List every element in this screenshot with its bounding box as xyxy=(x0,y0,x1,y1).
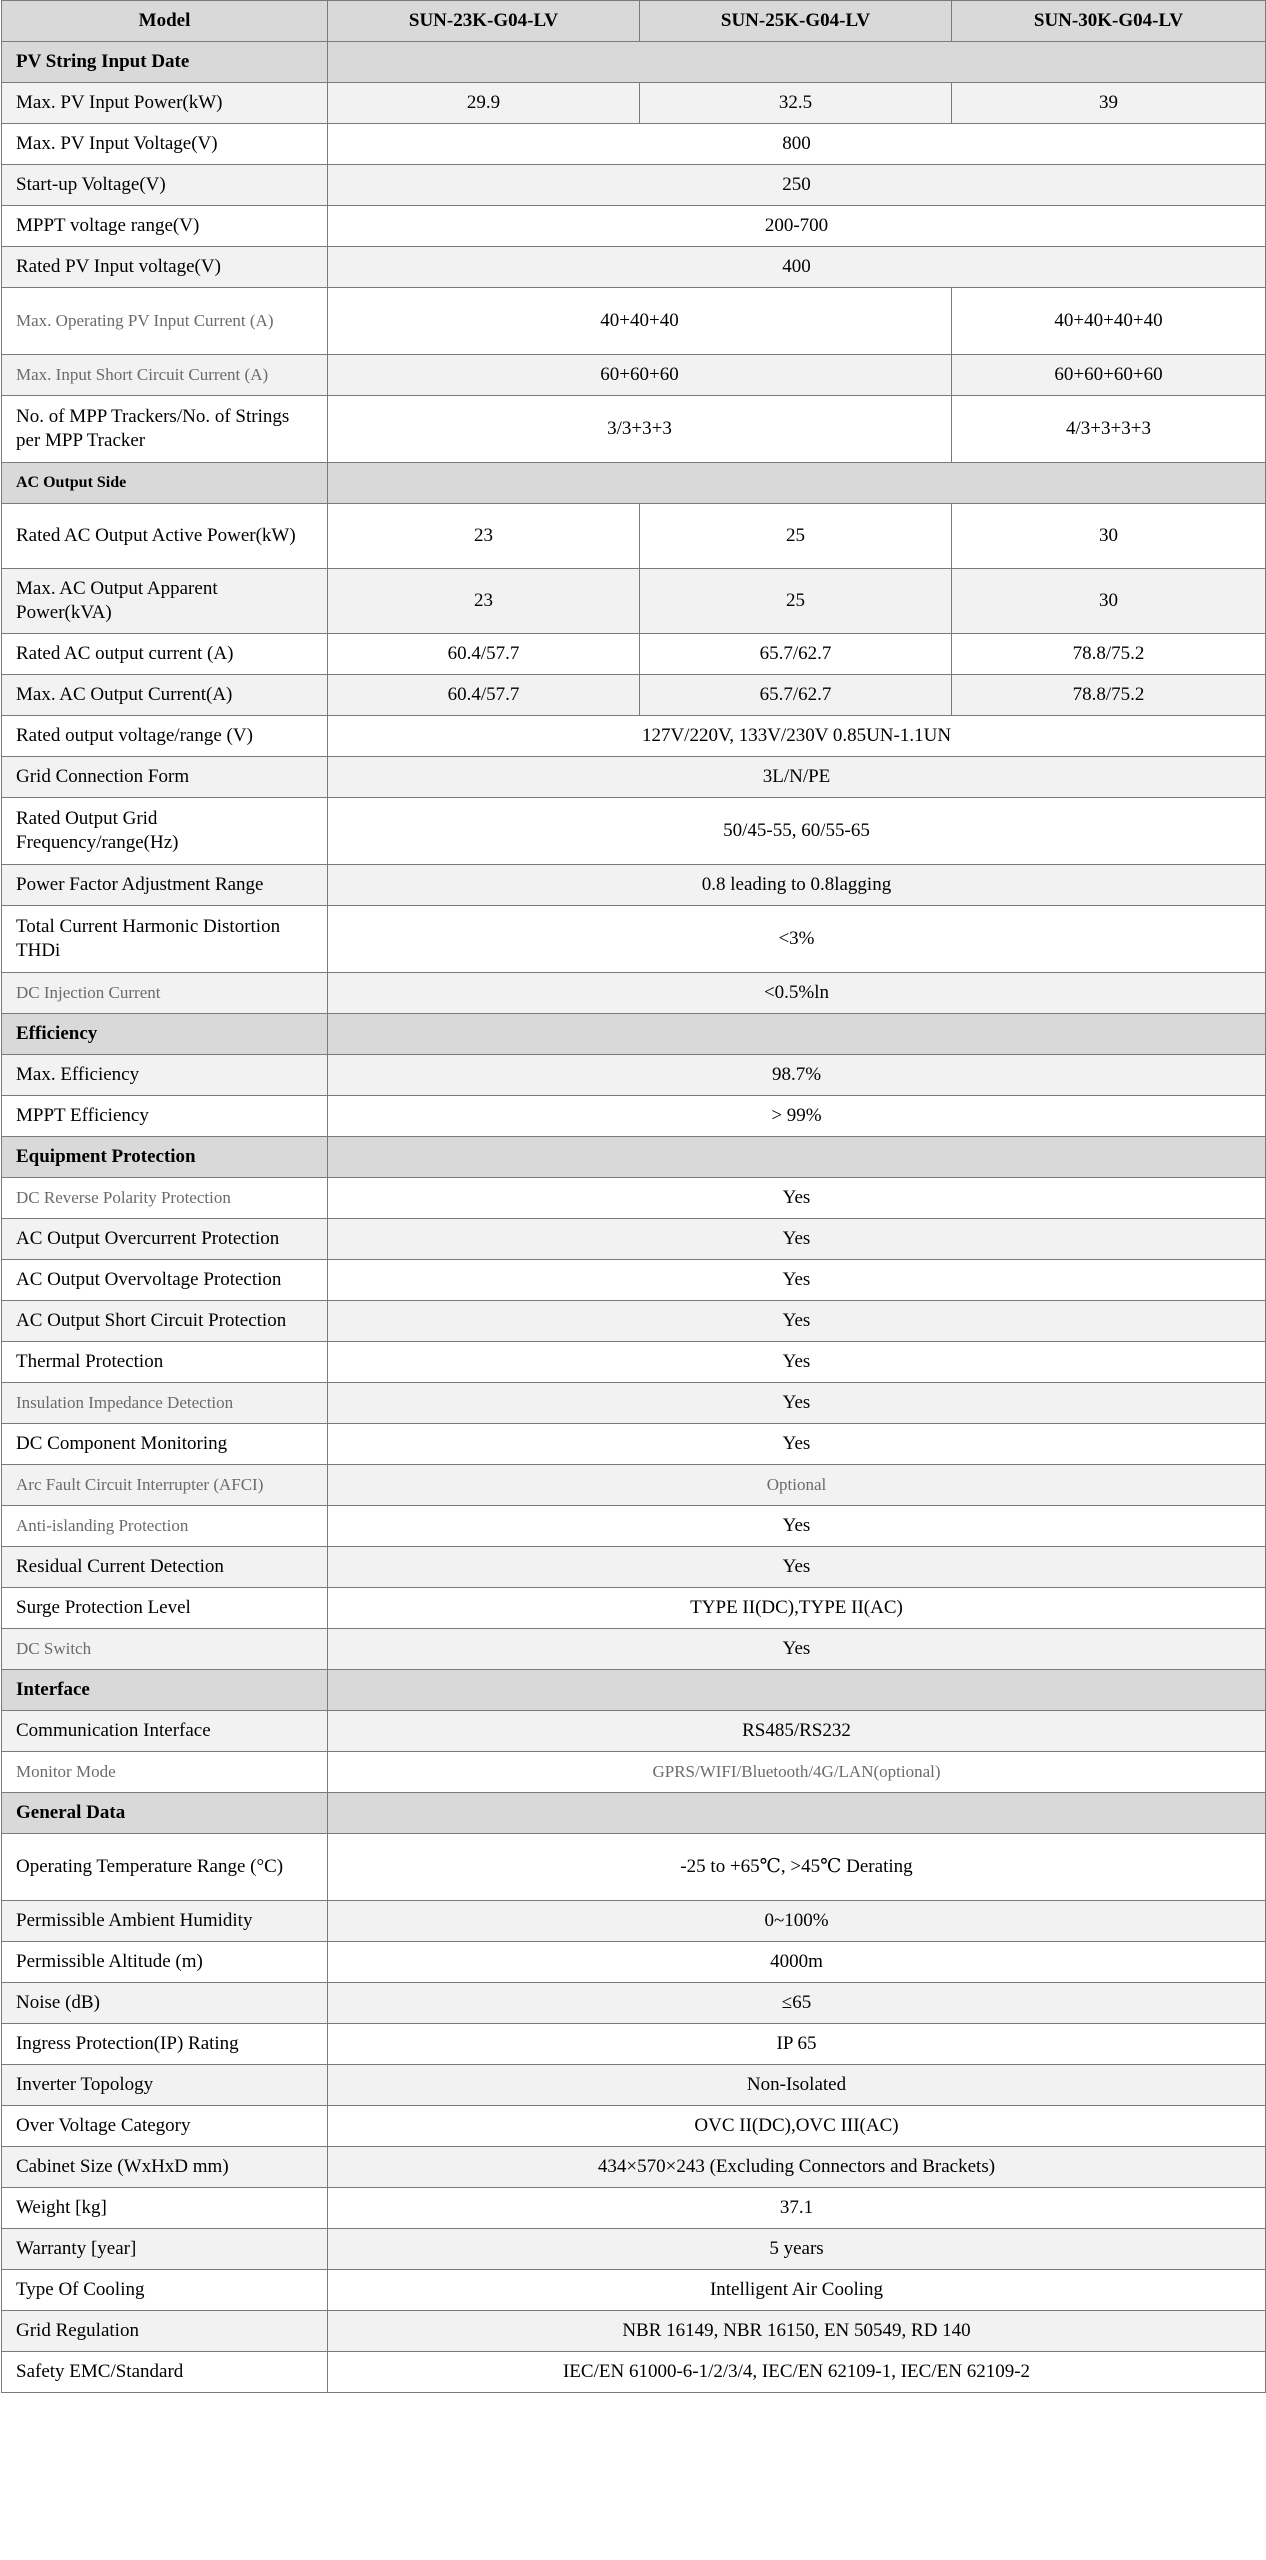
section-ac xyxy=(2,463,1266,504)
row-label: Rated PV Input voltage(V) xyxy=(2,247,328,288)
table-row xyxy=(2,2311,1266,2352)
cell-value: 60.4/57.7 xyxy=(328,675,640,716)
cell-value: 3L/N/PE xyxy=(328,757,1266,798)
cell-value: Yes xyxy=(328,1383,1266,1424)
row-label: Insulation Impedance Detection xyxy=(2,1383,328,1424)
row-label: DC Injection Current xyxy=(2,973,328,1014)
model-col-2: SUN-25K-G04-LV xyxy=(640,1,952,42)
table-row xyxy=(2,1547,1266,1588)
table-row xyxy=(2,1178,1266,1219)
section-title: Efficiency xyxy=(2,1014,328,1055)
cell-value: <0.5%ln xyxy=(328,973,1266,1014)
row-label: Total Current Harmonic Distortion THDi xyxy=(2,906,328,973)
table-row xyxy=(2,1506,1266,1547)
table-row xyxy=(2,2188,1266,2229)
model-header: Model xyxy=(2,1,328,42)
cell-value: 23 xyxy=(328,569,640,634)
cell-value: IP 65 xyxy=(328,2024,1266,2065)
row-label: Residual Current Detection xyxy=(2,1547,328,1588)
table-row xyxy=(2,1301,1266,1342)
cell-value: > 99% xyxy=(328,1096,1266,1137)
row-label: Safety EMC/Standard xyxy=(2,2352,328,2393)
cell-value: TYPE II(DC),TYPE II(AC) xyxy=(328,1588,1266,1629)
table-row xyxy=(2,2270,1266,2311)
section-general xyxy=(2,1793,1266,1834)
section-title: Interface xyxy=(2,1670,328,1711)
cell-value: 32.5 xyxy=(640,83,952,124)
cell-value: Yes xyxy=(328,1342,1266,1383)
cell-value: 30 xyxy=(952,504,1266,569)
cell-value: IEC/EN 61000-6-1/2/3/4, IEC/EN 62109-1, IEC/EN 62109-2 xyxy=(328,2352,1266,2393)
cell-value: 434×570×243 (Excluding Connectors and Brackets) xyxy=(328,2147,1266,2188)
cell-value: -25 to +65℃, >45℃ Derating xyxy=(328,1834,1266,1901)
cell-value: Yes xyxy=(328,1219,1266,1260)
row-label: Max. Efficiency xyxy=(2,1055,328,1096)
section-pv xyxy=(2,42,1266,83)
header-row xyxy=(2,1,1266,42)
model-col-3: SUN-30K-G04-LV xyxy=(952,1,1266,42)
row-label: Anti-islanding Protection xyxy=(2,1506,328,1547)
table-row xyxy=(2,1983,1266,2024)
table-row xyxy=(2,504,1266,569)
cell-value: Yes xyxy=(328,1629,1266,1670)
section-title: Equipment Protection xyxy=(2,1137,328,1178)
row-label: AC Output Short Circuit Protection xyxy=(2,1301,328,1342)
cell-value: 3/3+3+3 xyxy=(328,396,952,463)
row-label: Communication Interface xyxy=(2,1711,328,1752)
table-row xyxy=(2,1342,1266,1383)
table-row xyxy=(2,1834,1266,1901)
cell-value: 29.9 xyxy=(328,83,640,124)
row-label: Power Factor Adjustment Range xyxy=(2,865,328,906)
row-label: Start-up Voltage(V) xyxy=(2,165,328,206)
cell-value: Yes xyxy=(328,1424,1266,1465)
cell-value: Non-Isolated xyxy=(328,2065,1266,2106)
cell-value: OVC II(DC),OVC III(AC) xyxy=(328,2106,1266,2147)
cell-value: 60+60+60 xyxy=(328,355,952,396)
row-label: Rated Output Grid Frequency/range(Hz) xyxy=(2,798,328,865)
row-label: Type Of Cooling xyxy=(2,2270,328,2311)
cell-value: 60+60+60+60 xyxy=(952,355,1266,396)
table-row xyxy=(2,2352,1266,2393)
cell-value: 37.1 xyxy=(328,2188,1266,2229)
cell-value: 0.8 leading to 0.8lagging xyxy=(328,865,1266,906)
cell-value: RS485/RS232 xyxy=(328,1711,1266,1752)
cell-value: 4000m xyxy=(328,1942,1266,1983)
row-label: Thermal Protection xyxy=(2,1342,328,1383)
section-protection xyxy=(2,1137,1266,1178)
row-label: Rated AC output current (A) xyxy=(2,634,328,675)
table-row xyxy=(2,206,1266,247)
cell-value: 800 xyxy=(328,124,1266,165)
table-row xyxy=(2,1942,1266,1983)
row-label: Monitor Mode xyxy=(2,1752,328,1793)
row-label: Max. PV Input Voltage(V) xyxy=(2,124,328,165)
cell-value: 50/45-55, 60/55-65 xyxy=(328,798,1266,865)
row-label: Permissible Ambient Humidity xyxy=(2,1901,328,1942)
table-row xyxy=(2,1055,1266,1096)
cell-value: 40+40+40 xyxy=(328,288,952,355)
row-label: MPPT voltage range(V) xyxy=(2,206,328,247)
table-row xyxy=(2,2106,1266,2147)
spec-table xyxy=(1,0,1266,2393)
cell-value: 78.8/75.2 xyxy=(952,634,1266,675)
table-row xyxy=(2,1219,1266,1260)
row-label: Max. PV Input Power(kW) xyxy=(2,83,328,124)
cell-value: 4/3+3+3+3 xyxy=(952,396,1266,463)
cell-value: GPRS/WIFI/Bluetooth/4G/LAN(optional) xyxy=(328,1752,1266,1793)
row-label: AC Output Overcurrent Protection xyxy=(2,1219,328,1260)
row-label: Permissible Altitude (m) xyxy=(2,1942,328,1983)
table-row xyxy=(2,2065,1266,2106)
table-row xyxy=(2,757,1266,798)
cell-value: Yes xyxy=(328,1178,1266,1219)
row-label: Arc Fault Circuit Interrupter (AFCI) xyxy=(2,1465,328,1506)
section-title: AC Output Side xyxy=(2,463,328,504)
cell-value: 25 xyxy=(640,504,952,569)
section-interface xyxy=(2,1670,1266,1711)
table-row xyxy=(2,1383,1266,1424)
cell-value: <3% xyxy=(328,906,1266,973)
row-label: MPPT Efficiency xyxy=(2,1096,328,1137)
table-row xyxy=(2,675,1266,716)
cell-value: 400 xyxy=(328,247,1266,288)
table-row xyxy=(2,396,1266,463)
table-row xyxy=(2,1588,1266,1629)
row-label: Max. AC Output Current(A) xyxy=(2,675,328,716)
cell-value: 40+40+40+40 xyxy=(952,288,1266,355)
cell-value: 25 xyxy=(640,569,952,634)
cell-value: 23 xyxy=(328,504,640,569)
table-row xyxy=(2,288,1266,355)
model-col-1: SUN-23K-G04-LV xyxy=(328,1,640,42)
table-row xyxy=(2,1711,1266,1752)
row-label: Rated output voltage/range (V) xyxy=(2,716,328,757)
table-row xyxy=(2,716,1266,757)
row-label: Grid Regulation xyxy=(2,2311,328,2352)
row-label: DC Reverse Polarity Protection xyxy=(2,1178,328,1219)
cell-value: 30 xyxy=(952,569,1266,634)
section-title: PV String Input Date xyxy=(2,42,328,83)
table-row xyxy=(2,634,1266,675)
row-label: Cabinet Size (WxHxD mm) xyxy=(2,2147,328,2188)
row-label: Ingress Protection(IP) Rating xyxy=(2,2024,328,2065)
table-row xyxy=(2,247,1266,288)
table-row xyxy=(2,1901,1266,1942)
table-row xyxy=(2,1424,1266,1465)
row-label: Rated AC Output Active Power(kW) xyxy=(2,504,328,569)
cell-value: ≤65 xyxy=(328,1983,1266,2024)
cell-value: Yes xyxy=(328,1506,1266,1547)
table-row xyxy=(2,2147,1266,2188)
cell-value: 127V/220V, 133V/230V 0.85UN-1.1UN xyxy=(328,716,1266,757)
row-label: Max. Operating PV Input Current (A) xyxy=(2,288,328,355)
cell-value: 250 xyxy=(328,165,1266,206)
cell-value: Yes xyxy=(328,1301,1266,1342)
cell-value: 5 years xyxy=(328,2229,1266,2270)
row-label: Max. Input Short Circuit Current (A) xyxy=(2,355,328,396)
section-title: General Data xyxy=(2,1793,328,1834)
row-label: No. of MPP Trackers/No. of Strings per MPP Tracker xyxy=(2,396,328,463)
row-label: AC Output Overvoltage Protection xyxy=(2,1260,328,1301)
table-row xyxy=(2,973,1266,1014)
table-row xyxy=(2,1465,1266,1506)
table-row xyxy=(2,2024,1266,2065)
cell-value: Intelligent Air Cooling xyxy=(328,2270,1266,2311)
row-label: Operating Temperature Range (°C) xyxy=(2,1834,328,1901)
table-row xyxy=(2,83,1266,124)
cell-value: 0~100% xyxy=(328,1901,1266,1942)
cell-value: 98.7% xyxy=(328,1055,1266,1096)
table-row xyxy=(2,906,1266,973)
row-label: Over Voltage Category xyxy=(2,2106,328,2147)
row-label: Grid Connection Form xyxy=(2,757,328,798)
cell-value: 65.7/62.7 xyxy=(640,675,952,716)
section-efficiency xyxy=(2,1014,1266,1055)
table-row xyxy=(2,124,1266,165)
cell-value: Yes xyxy=(328,1547,1266,1588)
table-row xyxy=(2,165,1266,206)
row-label: Surge Protection Level xyxy=(2,1588,328,1629)
cell-value: 200-700 xyxy=(328,206,1266,247)
table-row xyxy=(2,865,1266,906)
cell-value: Optional xyxy=(328,1465,1266,1506)
cell-value: 65.7/62.7 xyxy=(640,634,952,675)
cell-value: NBR 16149, NBR 16150, EN 50549, RD 140 xyxy=(328,2311,1266,2352)
table-row xyxy=(2,2229,1266,2270)
cell-value: 60.4/57.7 xyxy=(328,634,640,675)
cell-value: 78.8/75.2 xyxy=(952,675,1266,716)
table-row xyxy=(2,1096,1266,1137)
row-label: Max. AC Output Apparent Power(kVA) xyxy=(2,569,328,634)
row-label: DC Component Monitoring xyxy=(2,1424,328,1465)
table-row xyxy=(2,1629,1266,1670)
table-row xyxy=(2,569,1266,634)
table-row xyxy=(2,798,1266,865)
table-row xyxy=(2,355,1266,396)
row-label: Warranty [year] xyxy=(2,2229,328,2270)
cell-value: 39 xyxy=(952,83,1266,124)
cell-value: Yes xyxy=(328,1260,1266,1301)
table-row xyxy=(2,1260,1266,1301)
table-row xyxy=(2,1752,1266,1793)
row-label: Noise (dB) xyxy=(2,1983,328,2024)
row-label: Weight [kg] xyxy=(2,2188,328,2229)
row-label: Inverter Topology xyxy=(2,2065,328,2106)
row-label: DC Switch xyxy=(2,1629,328,1670)
